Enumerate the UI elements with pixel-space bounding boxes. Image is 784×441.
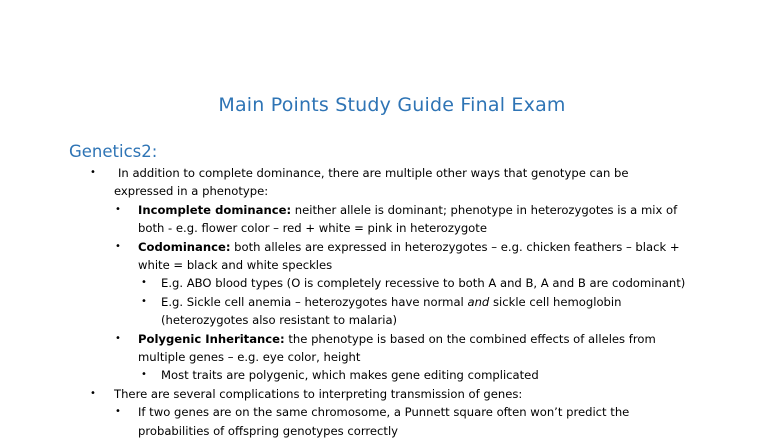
list-item (0, 403, 690, 440)
list-item-text: neither allele is dominant; phenotype in heterozygotes is a mix of both - e.g. flower color – red + white = pink in heterozygote (138, 202, 678, 236)
list-item (0, 274, 690, 292)
list-item (0, 164, 686, 201)
bullet-icon: • (141, 295, 147, 307)
term-label: Incomplete dominance: (138, 202, 292, 217)
bullet-icon: • (115, 203, 121, 215)
bullet-list (0, 164, 784, 440)
list-item-text: Most traits are polygenic, which makes gene editing complicated (161, 368, 539, 383)
list-item (0, 201, 690, 238)
list-item-text: In addition to complete dominance, there are multiple other ways that genotype can be expressed in a phenotype: (114, 166, 629, 199)
list-item (0, 238, 690, 275)
bullet-icon: • (141, 369, 147, 381)
list-item (0, 385, 686, 403)
list-item-text: E.g. Sickle cell anemia – heterozygotes have normal (161, 294, 468, 309)
list-item-text: both alleles are expressed in heterozygotes – e.g. chicken feathers – black + white = black and white speckles (138, 239, 680, 273)
bullet-icon: • (115, 332, 121, 344)
term-label: Codominance: (138, 239, 231, 254)
list-item (0, 293, 690, 330)
section-heading: Genetics2: (69, 142, 158, 161)
bullet-icon: • (90, 387, 96, 399)
page-title: Main Points Study Guide Final Exam (218, 94, 566, 116)
bullet-icon: • (115, 240, 121, 252)
list-item-text: E.g. ABO blood types (O is completely recessive to both A and B, A and B are codominant) (161, 276, 686, 291)
list-item-text: sickle cell hemoglobin (heterozygotes also resistant to malaria) (161, 294, 622, 328)
list-item-text: There are several complications to interpreting transmission of genes: (114, 386, 523, 401)
bullet-icon: • (115, 406, 121, 418)
bullet-icon: • (141, 277, 147, 289)
term-label: Polygenic Inheritance: (138, 331, 285, 346)
list-item (0, 330, 690, 367)
bullet-icon: • (90, 167, 96, 178)
list-item-text: the phenotype is based on the combined effects of alleles from multiple genes – e.g. eye color, height (138, 331, 656, 365)
list-item-text: If two genes are on the same chromosome, a Punnett square often won’t predict the probabilities of offspring genotypes correctly (138, 405, 630, 438)
list-item (0, 366, 690, 384)
emphasis-text: and (467, 294, 490, 309)
